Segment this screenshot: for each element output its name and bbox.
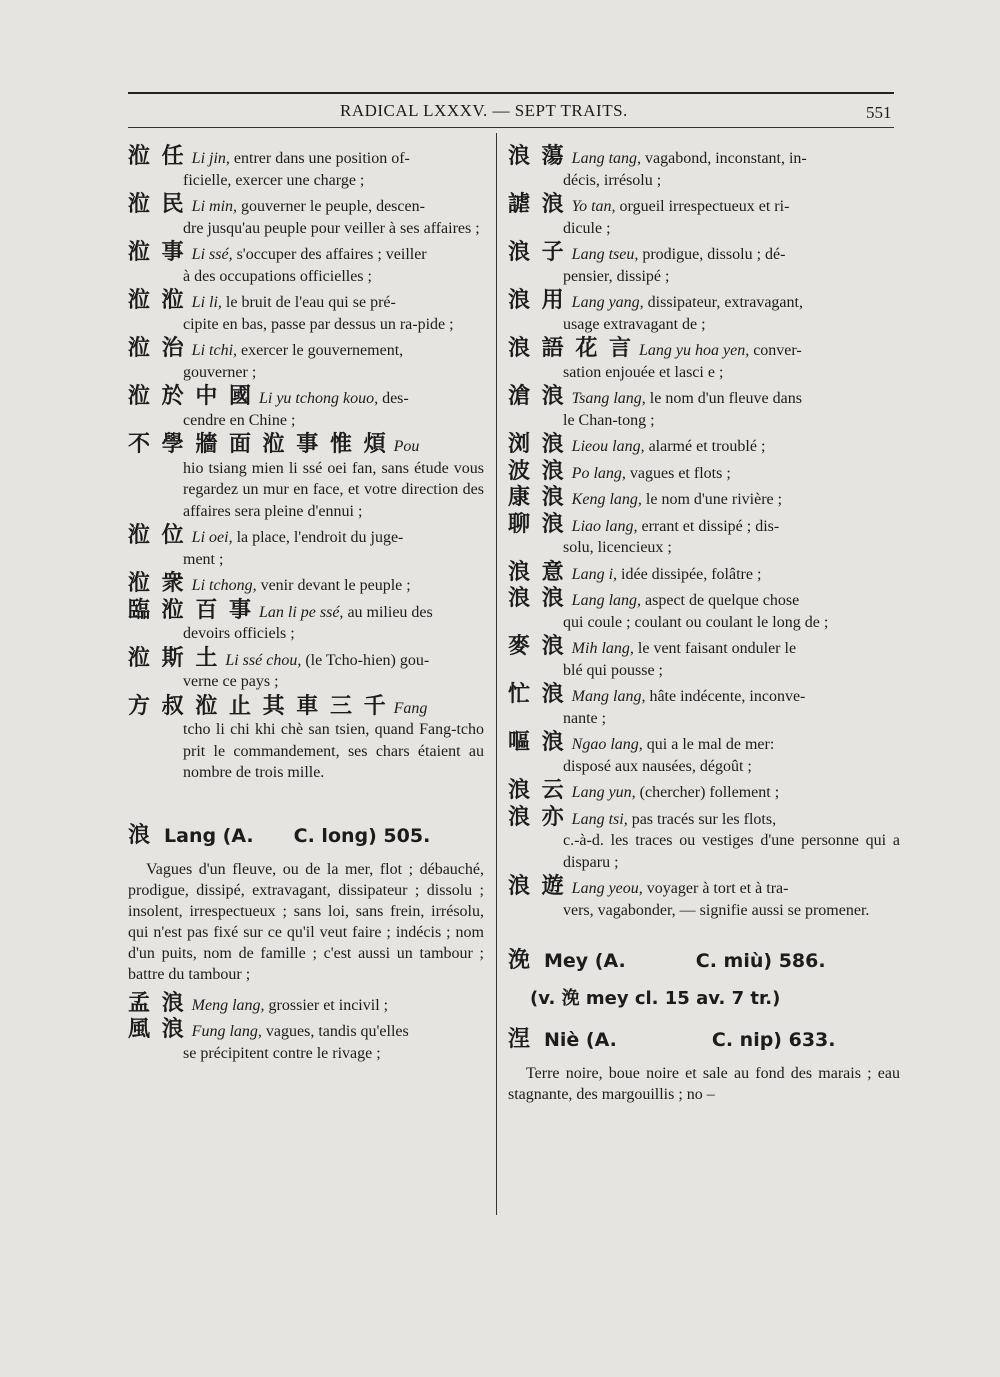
definition-lang: Vagues d'un fleuve, ou de la mer, flot ; débauché, prodigue, dissipé, extravagant, dissipateur ; dissolu ; insolent, irrespectueux ; sans loi, sans frein, irrésolu, qui n'est pas fixé sur ce qu'il veut faire ; indécis ; nom d'un puits, nom de famille ; c'est aussi un tambour ; battre du tambour ;	[128, 860, 484, 983]
entry-characters: 孟 浪	[128, 990, 186, 1016]
entry-continuation: devoirs officiels ;	[183, 625, 295, 642]
entry-romanization: Lang yang,	[571, 294, 644, 311]
entry-first-line	[128, 386, 484, 410]
entry-characters: 康 浪	[508, 485, 566, 510]
entry-gloss: vagues, tandis qu'elles	[265, 1023, 409, 1040]
entry-continuation: tcho li chi khi chè san tsien, quand Fang-tcho prit le commandement, ses chars étaient au nombre de trois mille.	[183, 721, 484, 781]
entry-first-line	[508, 588, 900, 612]
page-number: 551	[866, 103, 892, 122]
entry-characters: 方 叔 涖 止 其 車 三 千	[128, 693, 388, 719]
entry-characters: 聊 浪	[508, 511, 566, 537]
dictionary-entry	[508, 780, 900, 804]
dictionary-entry	[508, 588, 900, 633]
entry-romanization: Li yu tchong kouo,	[258, 390, 379, 407]
dictionary-entry	[128, 146, 484, 191]
entry-continuation: se précipitent contre le rivage ;	[183, 1044, 381, 1062]
entry-gloss: errant et dissipé ; dis-	[641, 517, 780, 535]
entry-characters: 涖 於 中 國	[128, 384, 253, 409]
entry-characters: 涖 民	[128, 192, 186, 217]
entry-gloss: le bruit de l'eau qui se pré-	[225, 294, 396, 311]
entry-first-line	[508, 876, 900, 900]
dictionary-entry	[508, 559, 900, 586]
entry-first-line	[508, 559, 900, 586]
entry-continuation: pensier, dissipé ;	[563, 267, 670, 285]
entry-romanization: Lang lang,	[571, 592, 642, 609]
entry-characters: 浏 浪	[508, 432, 566, 457]
entry-continuation: c.-à-d. les traces ou vestiges d'une personne qui a disparu ;	[563, 832, 900, 871]
entry-characters: 滄 浪	[508, 384, 566, 409]
dictionary-entry	[508, 338, 900, 383]
dictionary-entry	[128, 194, 484, 239]
dictionary-entry	[128, 290, 484, 335]
entry-romanization: Li tchi,	[191, 342, 238, 359]
entry-gloss: le nom d'un fleuve dans	[649, 390, 802, 407]
entry-romanization: Liao lang,	[571, 517, 638, 535]
entry-first-line	[508, 434, 900, 458]
entry-first-line	[128, 525, 484, 549]
entry-gloss: entrer dans une position of-	[233, 150, 410, 167]
headword-lang	[128, 818, 484, 849]
entry-first-line	[128, 990, 484, 1017]
headword-crossref: (v. 浼 mey cl. 15 av. 7 tr.)	[530, 988, 781, 1009]
entry-first-line	[508, 780, 900, 804]
entry-romanization: Li tchong,	[191, 577, 257, 594]
entry-characters: 麥 浪	[508, 634, 566, 659]
entry-gloss: conver-	[753, 342, 802, 359]
left-column	[128, 146, 484, 1067]
entry-romanization: Li ssé,	[191, 246, 233, 263]
entry-continuation: cipite en bas, passe par dessus un ra-pide ;	[183, 315, 454, 333]
entry-continuation: décis, irrésolu ;	[563, 171, 662, 189]
entry-continuation: vers, vagabonder, — signifie aussi se promener.	[563, 901, 870, 919]
entry-characters: 忙 浪	[508, 682, 566, 707]
entry-first-line	[128, 645, 484, 672]
dictionary-entry	[508, 290, 900, 335]
dictionary-entry	[508, 242, 900, 287]
entry-gloss: venir devant le peuple ;	[260, 577, 411, 594]
top-rule	[128, 92, 894, 94]
entry-romanization: Li li,	[191, 294, 222, 311]
entry-gloss: des-	[382, 390, 409, 407]
dictionary-entry	[508, 732, 900, 777]
entry-continuation: le Chan-tong ;	[563, 411, 655, 429]
entry-continuation: blé qui pousse ;	[563, 661, 663, 679]
entry-continuation: verne ce pays ;	[183, 673, 279, 690]
entry-characters: 浪 意	[508, 559, 566, 585]
entry-romanization: Ngao lang,	[571, 736, 643, 753]
dictionary-entry	[128, 338, 484, 383]
dictionary-entry	[128, 1019, 484, 1064]
headword-cantonese: C. miù) 586.	[695, 950, 826, 972]
entry-first-line	[128, 434, 484, 458]
entry-continuation: sation enjouée et lasci e ;	[563, 363, 724, 381]
entry-first-line	[508, 290, 900, 314]
dictionary-entry	[128, 386, 484, 431]
entry-gloss: le nom d'une rivière ;	[645, 491, 783, 508]
entry-romanization: Lang yun,	[571, 784, 636, 801]
dictionary-entry	[508, 146, 900, 191]
entry-first-line	[508, 458, 900, 485]
entry-characters: 涖 斯 土	[128, 645, 220, 671]
entry-romanization: Li jin,	[191, 150, 230, 167]
entry-first-line	[128, 573, 484, 597]
entry-gloss: aspect de quelque chose	[645, 592, 800, 609]
entry-romanization: Lang tseu,	[571, 246, 639, 263]
entry-romanization: Mih lang,	[571, 640, 634, 657]
dictionary-entry	[508, 636, 900, 681]
entry-characters: 浪 云	[508, 778, 566, 803]
entry-first-line	[128, 1019, 484, 1043]
dictionary-entry	[508, 386, 900, 431]
entry-romanization: Li ssé chou,	[225, 651, 302, 669]
entry-gloss: la place, l'endroit du juge-	[236, 529, 404, 546]
entry-romanization: Li oei,	[191, 529, 233, 546]
entry-first-line	[128, 693, 484, 720]
entry-romanization: Lang tsi,	[571, 810, 628, 828]
entry-romanization: Lieou lang,	[571, 438, 645, 455]
entry-gloss: le vent faisant onduler le	[637, 640, 797, 657]
entry-gloss: dissipateur, extravagant,	[647, 294, 803, 311]
entry-gloss: exercer le gouvernement,	[241, 342, 404, 359]
entry-continuation: ficielle, exercer une charge ;	[183, 171, 365, 189]
dictionary-entry	[128, 573, 484, 597]
entry-romanization: Lang yu hoa yen,	[638, 342, 750, 359]
entry-continuation: dre jusqu'au peuple pour veiller à ses affaires ;	[183, 219, 480, 237]
dictionary-entry	[128, 597, 484, 645]
dictionary-entry	[128, 693, 484, 784]
entry-first-line	[508, 338, 900, 362]
entry-characters: 臨 涖 百 事	[128, 597, 253, 623]
dictionary-entry	[508, 487, 900, 511]
entry-romanization: Tsang lang,	[571, 390, 646, 407]
headword-cantonese: C. long) 505.	[293, 824, 431, 847]
dictionary-entry	[508, 684, 900, 729]
dictionary-entry	[128, 434, 484, 522]
entry-characters: 浪 遊	[508, 874, 566, 899]
entry-romanization: Fung lang,	[191, 1023, 262, 1040]
entry-characters: 浪 亦	[508, 804, 566, 830]
left-entries	[128, 146, 484, 784]
dictionary-entry	[508, 458, 900, 485]
entry-first-line	[508, 146, 900, 170]
dictionary-entry	[128, 242, 484, 287]
entry-first-line	[508, 684, 900, 708]
entry-characters: 波 浪	[508, 458, 566, 484]
definition-nie: Terre noire, boue noire et sale au fond des marais ; eau stagnante, des margouillis ; no –	[508, 1065, 900, 1103]
entry-first-line	[128, 290, 484, 314]
dictionary-entry	[128, 990, 484, 1017]
entry-gloss: pas tracés sur les flots,	[631, 810, 777, 828]
entry-romanization: Keng lang,	[571, 491, 642, 508]
entry-characters: 涖 治	[128, 336, 186, 361]
headword-name: Lang (A.	[164, 824, 254, 847]
dictionary-entry	[128, 525, 484, 570]
entry-continuation: cendre en Chine ;	[183, 411, 296, 429]
headword-char: 涅	[508, 1027, 531, 1052]
left-entries-b	[128, 990, 484, 1065]
entry-characters: 嘔 浪	[508, 730, 566, 755]
entry-gloss: orgueil irrespectueux et ri-	[619, 198, 790, 215]
entry-first-line	[508, 511, 900, 538]
right-column	[508, 146, 900, 1113]
entry-gloss: s'occuper des affaires ; veiller	[236, 246, 427, 263]
entry-first-line	[508, 636, 900, 660]
running-header: RADICAL LXXXV. — SEPT TRAITS.	[340, 101, 628, 120]
right-entries	[508, 146, 900, 921]
entry-characters: 浪 蕩	[508, 144, 566, 169]
entry-gloss: grossier et incivil ;	[268, 996, 389, 1014]
entry-characters: 浪 語 花 言	[508, 336, 633, 361]
headword-mey	[508, 943, 900, 974]
entry-first-line	[508, 487, 900, 511]
entry-gloss: vagues et flots ;	[629, 464, 731, 482]
entry-gloss: alarmé et troublé ;	[648, 438, 766, 455]
entry-gloss: (le Tcho-hien) gou-	[305, 651, 430, 669]
entry-romanization: Fang	[393, 699, 428, 717]
column-divider	[496, 133, 497, 1215]
entry-gloss: au milieu des	[347, 603, 433, 621]
entry-gloss: voyager à tort et à tra-	[646, 880, 789, 897]
entry-gloss: vagabond, inconstant, in-	[645, 150, 807, 167]
entry-first-line	[128, 338, 484, 362]
entry-gloss: hâte indécente, inconve-	[649, 688, 806, 705]
entry-continuation: gouverner ;	[183, 363, 257, 381]
entry-continuation: solu, licencieux ;	[563, 539, 672, 556]
entry-characters: 風 浪	[128, 1017, 186, 1042]
headword-nie	[508, 1022, 900, 1053]
entry-continuation: à des occupations officielles ;	[183, 267, 372, 285]
entry-romanization: Lang yeou,	[571, 880, 643, 897]
entry-first-line	[508, 194, 900, 218]
dictionary-entry	[508, 434, 900, 458]
entry-first-line	[128, 146, 484, 170]
entry-first-line	[508, 732, 900, 756]
entry-romanization: Li min,	[191, 198, 238, 215]
entry-characters: 浪 用	[508, 288, 566, 313]
headword-char: 浼	[508, 948, 531, 973]
entry-characters: 浪 浪	[508, 586, 566, 611]
dictionary-entry	[508, 876, 900, 921]
entry-romanization: Po lang,	[571, 464, 626, 482]
entry-romanization: Meng lang,	[191, 996, 265, 1014]
headword-char: 浪	[128, 822, 151, 848]
dictionary-entry	[508, 194, 900, 239]
entry-characters: 涖 位	[128, 523, 186, 548]
entry-continuation: nante ;	[563, 709, 607, 727]
entry-gloss: prodigue, dissolu ; dé-	[642, 246, 786, 263]
entry-first-line	[508, 242, 900, 266]
entry-continuation: dicule ;	[563, 219, 611, 237]
entry-first-line	[128, 597, 484, 624]
entry-gloss: idée dissipée, folâtre ;	[621, 565, 762, 583]
entry-continuation: ment ;	[183, 550, 224, 568]
dictionary-entry	[128, 645, 484, 693]
entry-continuation: hio tsiang mien li ssé oei fan, sans étude vous regardez un mur en face, et votre direction des affaires sera pleine d'ennui ;	[183, 459, 484, 520]
entry-characters: 涖 衆	[128, 571, 186, 596]
dictionary-entry	[508, 804, 900, 874]
entry-romanization: Lan li pe ssé,	[258, 603, 344, 621]
entry-gloss: qui a le mal de mer:	[646, 736, 775, 753]
entry-romanization: Lang i,	[571, 565, 618, 583]
entry-romanization: Mang lang,	[571, 688, 646, 705]
dictionary-entry	[508, 511, 900, 559]
entry-continuation: usage extravagant de ;	[563, 315, 706, 333]
entry-characters: 浪 子	[508, 240, 566, 265]
entry-first-line	[128, 242, 484, 266]
headword-cantonese: C. nip) 633.	[711, 1029, 836, 1051]
entry-characters: 不 學 牆 面 涖 事 惟 煩	[128, 432, 388, 457]
headword-name: Mey (A.	[544, 950, 626, 972]
entry-continuation: qui coule ; coulant ou coulant le long de ;	[563, 613, 829, 631]
entry-first-line	[508, 386, 900, 410]
entry-romanization: Pou	[393, 438, 420, 455]
entry-first-line	[128, 194, 484, 218]
entry-characters: 涖 涖	[128, 288, 186, 313]
entry-characters: 涖 任	[128, 144, 186, 169]
entry-romanization: Yo tan,	[571, 198, 616, 215]
entry-characters: 涖 事	[128, 240, 186, 265]
entry-first-line	[508, 804, 900, 831]
headword-name: Niè (A.	[544, 1029, 617, 1051]
entry-continuation: disposé aux nausées, dégoût ;	[563, 757, 752, 775]
entry-gloss: gouverner le peuple, descen-	[241, 198, 425, 215]
entry-gloss: (chercher) follement ;	[639, 784, 780, 801]
header-rule	[128, 127, 894, 128]
entry-characters: 謔 浪	[508, 192, 566, 217]
entry-romanization: Lang tang,	[571, 150, 642, 167]
